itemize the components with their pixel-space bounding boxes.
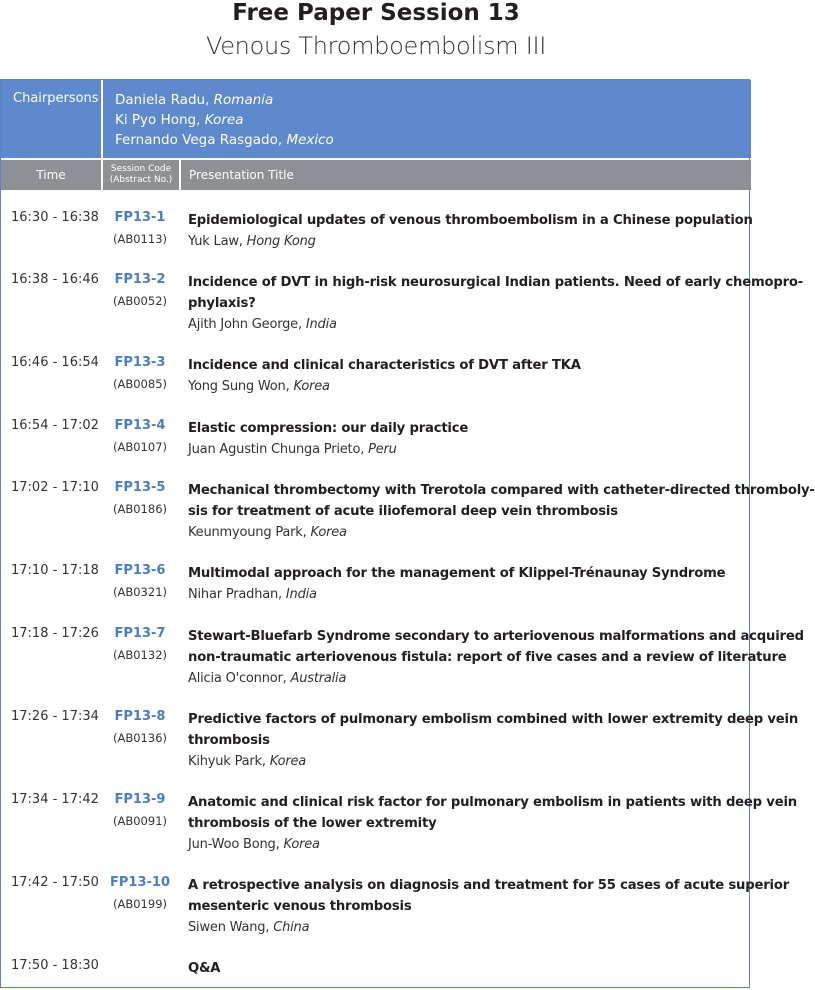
row-session-code: FP13-8 bbox=[114, 709, 166, 724]
title-line: Elastic compression: our daily practice bbox=[188, 421, 469, 436]
chairpersons-bar bbox=[1, 80, 751, 158]
row-abstract-number: (AB0136) bbox=[113, 731, 167, 745]
row-abstract-number: (AB0113) bbox=[113, 232, 167, 246]
row-time: 17:26 - 17:34 bbox=[11, 709, 99, 724]
row-abstract-number: (AB0091) bbox=[113, 814, 167, 828]
row-time: 17:10 - 17:18 bbox=[11, 563, 99, 578]
row-author: Juan Agustin Chunga Prieto, Peru bbox=[188, 442, 397, 457]
row-presentation-title bbox=[188, 709, 799, 772]
row-author: Alicia O'connor, Australia bbox=[188, 671, 347, 686]
title-line: sis for treatment of acute iliofemoral deep vein thrombosis bbox=[188, 504, 618, 519]
chairpersons-list bbox=[115, 90, 334, 150]
row-author: Ajith John George, India bbox=[188, 317, 337, 332]
title-line: Mechanical thrombectomy with Trerotola compared with catheter-directed thromboly- bbox=[188, 483, 815, 498]
row-presentation-title bbox=[188, 875, 789, 938]
title-line: Epidemiological updates of venous thromboembolism in a Chinese population bbox=[188, 213, 753, 228]
row-presentation-title bbox=[188, 210, 753, 252]
row-time: 17:18 - 17:26 bbox=[11, 626, 99, 641]
row-country: Australia bbox=[290, 671, 347, 686]
row-country: Hong Kong bbox=[246, 234, 316, 249]
table-header bbox=[1, 160, 751, 190]
row-country: Peru bbox=[368, 442, 397, 457]
row-author: Siwen Wang, China bbox=[188, 920, 310, 935]
row-session-code: FP13-5 bbox=[114, 480, 166, 495]
title-line: Predictive factors of pulmonary embolism combined with lower extremity deep vein bbox=[188, 712, 799, 727]
row-author: Keunmyoung Park, Korea bbox=[188, 525, 347, 540]
row-time: 16:46 - 16:54 bbox=[11, 355, 99, 370]
row-time: 17:50 - 18:30 bbox=[11, 958, 99, 973]
title-line: Anatomic and clinical risk factor for pulmonary embolism in patients with deep vein bbox=[188, 795, 797, 810]
chair-divider bbox=[101, 80, 103, 158]
row-session-code: FP13-4 bbox=[114, 418, 166, 433]
row-abstract-number: (AB0199) bbox=[113, 897, 167, 911]
title-line: A retrospective analysis on diagnosis and treatment for 55 cases of acute superior bbox=[188, 878, 789, 893]
session-subtitle: Venous Thromboembolism III bbox=[205, 32, 547, 60]
row-abstract-number: (AB0132) bbox=[113, 648, 167, 662]
row-time: 17:42 - 17:50 bbox=[11, 875, 99, 890]
header-presentation-title: Presentation Title bbox=[189, 168, 294, 182]
row-session-code: FP13-10 bbox=[110, 875, 170, 890]
row-abstract-number: (AB0052) bbox=[113, 294, 167, 308]
row-country: India bbox=[305, 317, 337, 332]
row-abstract-number: (AB0107) bbox=[113, 440, 167, 454]
row-author: Kihyuk Park, Korea bbox=[188, 754, 307, 769]
row-presentation-title bbox=[188, 480, 815, 543]
row-session-code: FP13-2 bbox=[114, 272, 166, 287]
title-line: thrombosis bbox=[188, 733, 270, 748]
title-line: thrombosis of the lower extremity bbox=[188, 816, 437, 831]
row-country: Korea bbox=[310, 525, 347, 540]
chairperson: Fernando Vega Rasgado, Mexico bbox=[115, 132, 334, 148]
row-presentation-title bbox=[188, 792, 797, 855]
row-presentation-title bbox=[188, 355, 750, 397]
row-abstract-number: (AB0085) bbox=[113, 377, 167, 391]
row-author: Yuk Law, Hong Kong bbox=[188, 234, 316, 249]
row-country: India bbox=[285, 587, 317, 602]
title-line: mesenteric venous thrombosis bbox=[188, 899, 412, 914]
row-presentation-title bbox=[188, 563, 750, 605]
row-presentation-title bbox=[188, 626, 804, 689]
row-abstract-number: (AB0321) bbox=[113, 585, 167, 599]
row-time: 17:02 - 17:10 bbox=[11, 480, 99, 495]
chairperson: Daniela Radu, Romania bbox=[115, 92, 274, 108]
row-session-code: FP13-3 bbox=[114, 355, 166, 370]
row-session-code: FP13-7 bbox=[114, 626, 166, 641]
row-session-code: FP13-1 bbox=[114, 210, 166, 225]
row-session-code: FP13-6 bbox=[114, 563, 166, 578]
title-line: Q&A bbox=[188, 961, 221, 976]
row-presentation-title bbox=[188, 418, 750, 460]
row-author: Jun-Woo Bong, Korea bbox=[188, 837, 320, 852]
header-session-code: Session Code (Abstract No.) bbox=[109, 164, 173, 185]
session-title: Free Paper Session 13 bbox=[232, 0, 520, 26]
row-author: Yong Sung Won, Korea bbox=[188, 379, 330, 394]
row-time: 17:34 - 17:42 bbox=[11, 792, 99, 807]
header-divider bbox=[179, 160, 181, 190]
title-line: Stewart-Bluefarb Syndrome secondary to arteriovenous malformations and acquired bbox=[188, 629, 804, 644]
row-country: Korea bbox=[269, 754, 307, 769]
title-line: Multimodal approach for the management of Klippel-Trénaunay Syndrome bbox=[188, 566, 726, 581]
row-country: Korea bbox=[293, 379, 330, 394]
row-country: China bbox=[273, 920, 310, 935]
row-author: Nihar Pradhan, India bbox=[188, 587, 317, 602]
row-time: 16:30 - 16:38 bbox=[11, 210, 99, 225]
row-time: 16:38 - 16:46 bbox=[11, 272, 99, 287]
row-abstract-number: (AB0186) bbox=[113, 502, 167, 516]
row-presentation-title bbox=[188, 272, 804, 335]
row-country: Korea bbox=[283, 837, 320, 852]
row-session-code: FP13-9 bbox=[114, 792, 166, 807]
title-line: non-traumatic arteriovenous fistula: report of five cases and a review of literature bbox=[188, 650, 787, 665]
chairperson: Ki Pyo Hong, Korea bbox=[115, 112, 244, 128]
chairpersons-label: Chairpersons bbox=[13, 91, 99, 106]
row-presentation-title bbox=[188, 958, 750, 979]
row-time: 16:54 - 17:02 bbox=[11, 418, 99, 433]
header-time: Time bbox=[36, 168, 66, 182]
title-line: phylaxis? bbox=[188, 296, 256, 311]
title-line: Incidence of DVT in high-risk neurosurgical Indian patients. Need of early chemopro- bbox=[188, 275, 804, 290]
title-line: Incidence and clinical characteristics of DVT after TKA bbox=[188, 358, 581, 373]
